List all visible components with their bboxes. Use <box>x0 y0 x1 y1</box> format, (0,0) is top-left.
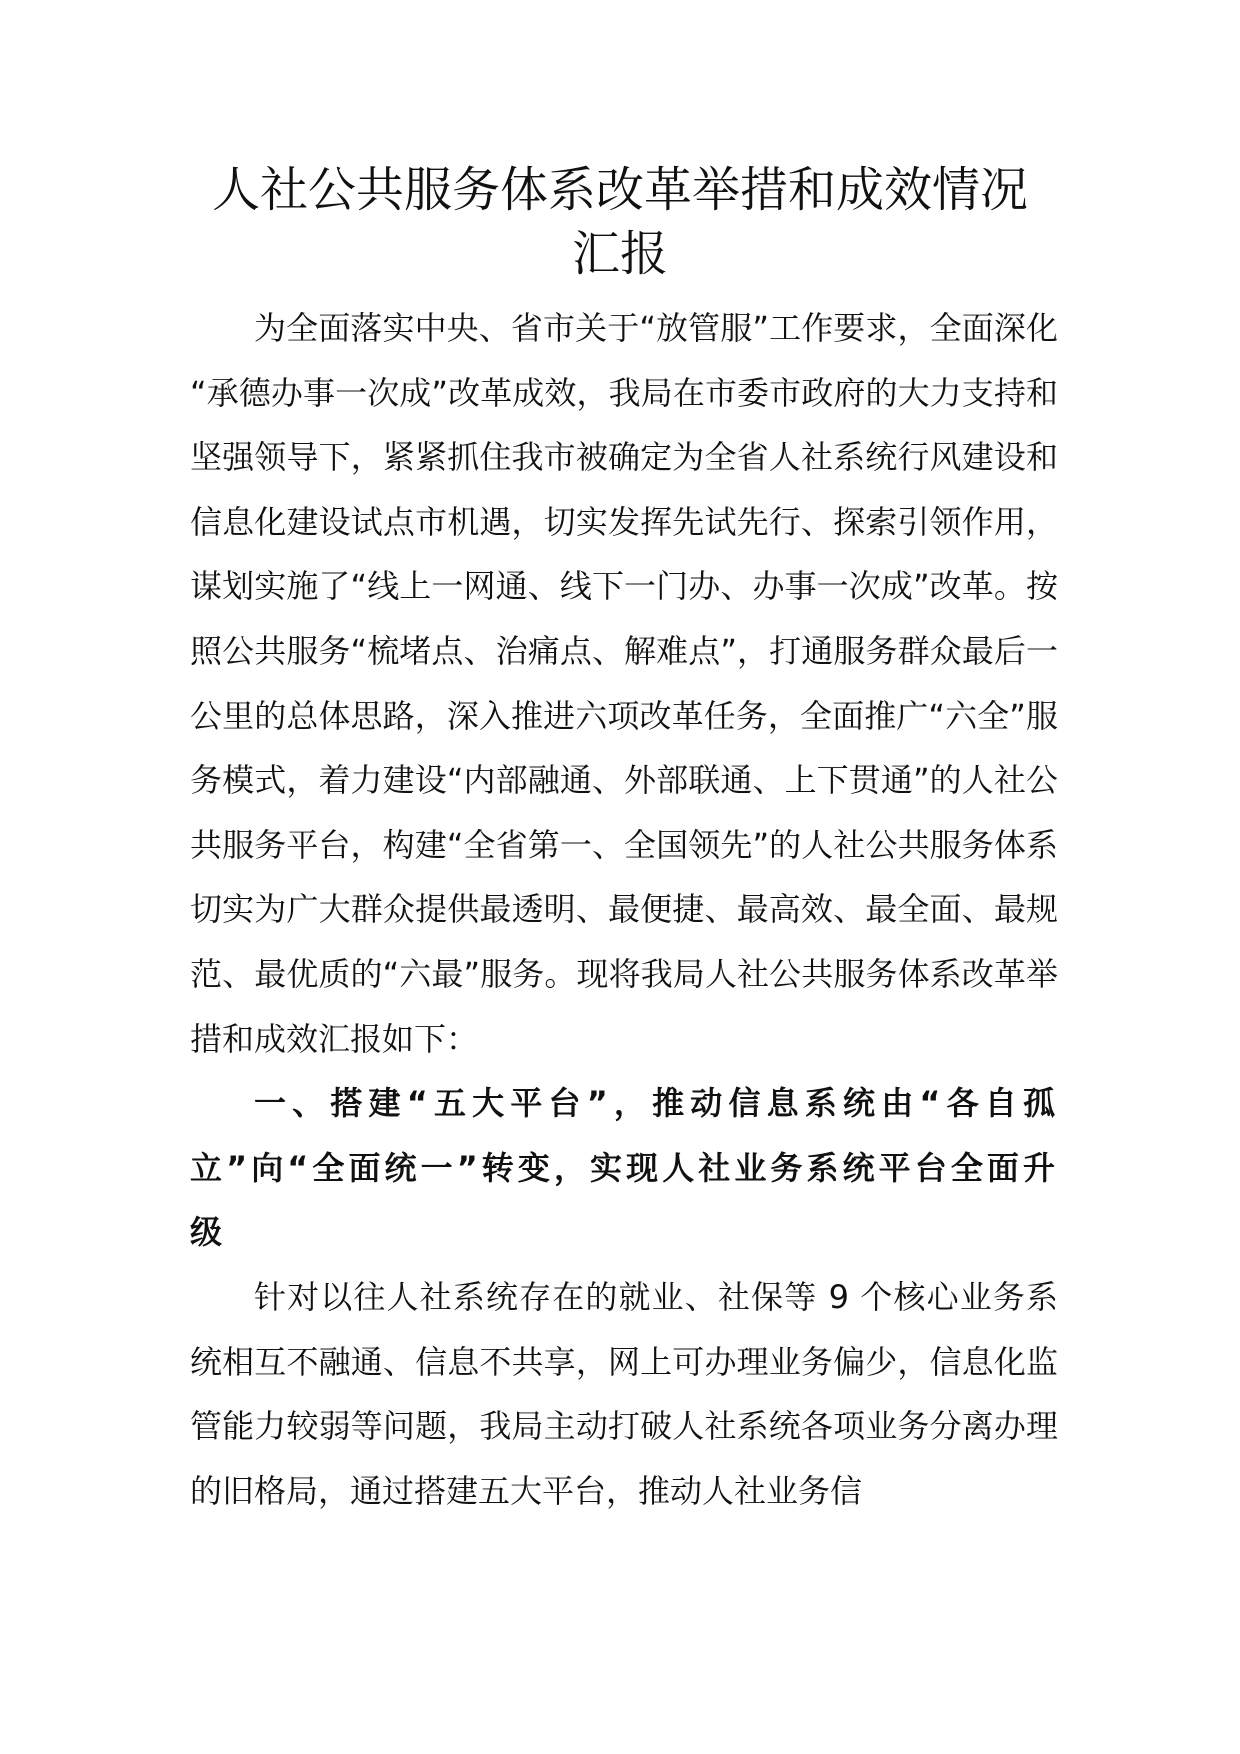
section-paragraph: 针对以往人社系统存在的就业、社保等 9 个核心业务系统相互不融通、信息不共享，网上可办理业务偏少，信息化监管能力较弱等问题，我局主动打破人社系统各项业务分离办理的旧格局，通过搭建五大平台，推动人社业务信 <box>190 1277 1058 1510</box>
document-title: 人社公共服务体系改革举措和成效情况汇报 <box>211 162 1028 282</box>
document-body <box>190 296 1058 1523</box>
section-heading: 一、搭建“五大平台”，推动信息系统由“各自孤立”向“全面统一”转变，实现人社业务系统平台全面升级 <box>190 1084 1058 1252</box>
intro-paragraph: 为全面落实中央、省市关于“放管服”工作要求，全面深化 “承德办事一次成”改革成效，我局在市委市政府的大力支持和坚强领导下，紧紧抓住我市被确定为全省人社系统行风建设和信息化建设试点市机遇，切实发挥先试先行、探索引领作用，谋划实施了“线上一网通、线下一门办、办事一次成”改革。按照公共服务“梳堵点、治痛点、解难点”，打通服务群众最后一公里的总体思路，深入推进六项改革任务，全面推广“六全”服务模式，着力建设“内部融通、外部联通、上下贯通”的人社公共服务平台，构建“全省第一、全国领先”的人社公共服务体系切实为广大群众提供最透明、最便捷、最高效、最全面、最规范、最优质的“六最”服务。现将我局人社公共服务体系改革举措和成效汇报如下： <box>190 309 1058 1058</box>
